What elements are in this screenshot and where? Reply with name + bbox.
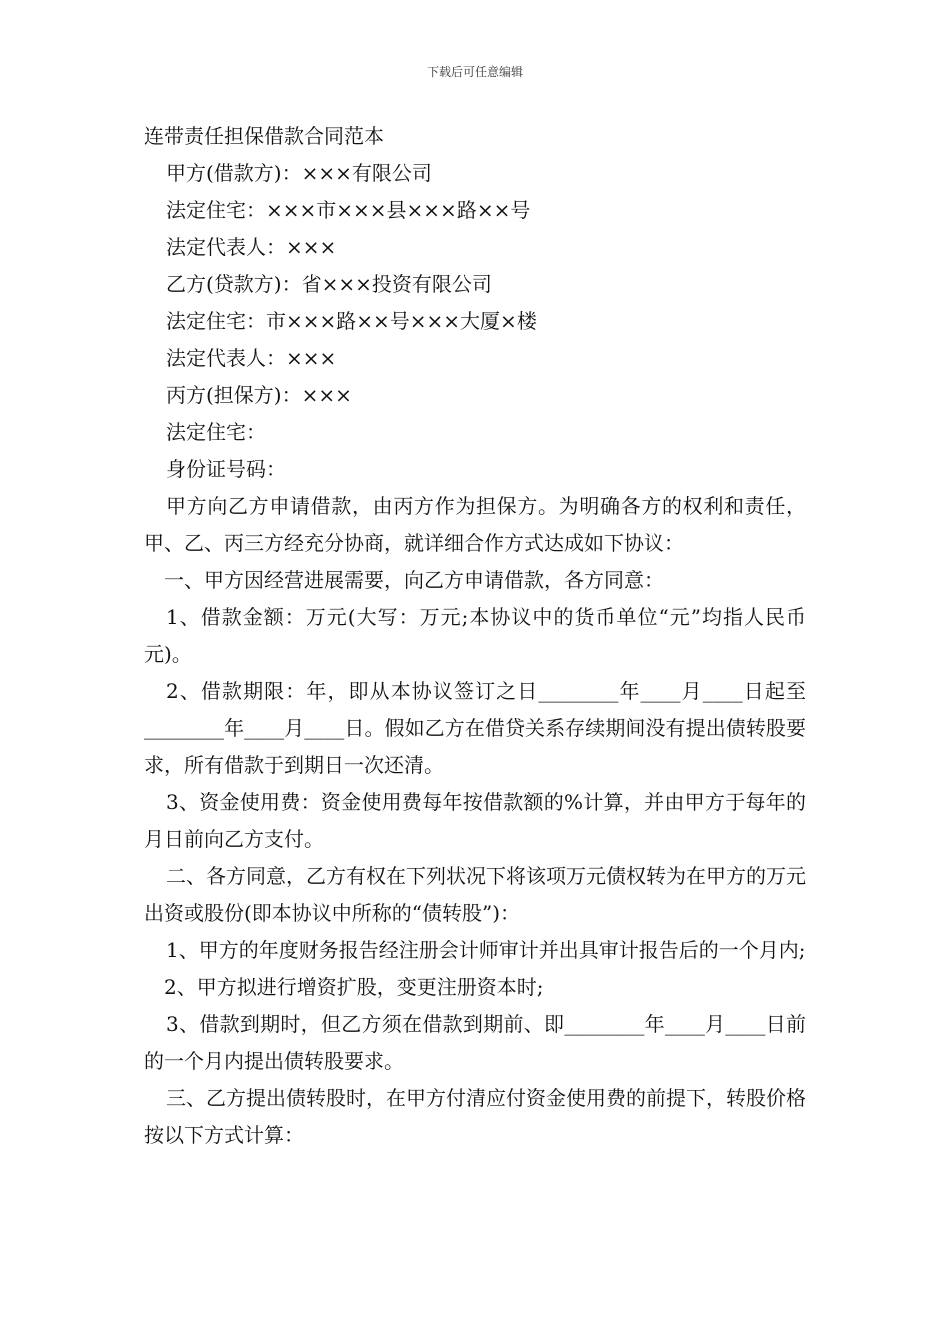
document-title: 连带责任担保借款合同范本 bbox=[144, 124, 384, 148]
party-b-address: 法定住宅：市×××路××号×××大厦×楼 bbox=[166, 309, 537, 333]
section-1-title: 一、甲方因经营进展需要，向乙方申请借款，各方同意： bbox=[164, 568, 664, 592]
section-3-title: 三、乙方提出债转股时，在甲方付清应付资金使用费的前提下，转股价格按以下方式计算： bbox=[144, 1086, 806, 1147]
section-1-item-3: 3、资金使用费：资金使用费每年按借款额的%计算，并由甲方于每年的月日前向乙方支付。 bbox=[144, 790, 806, 851]
preamble-paragraph: 甲方向乙方申请借款，由丙方作为担保方。为明确各方的权利和责任，甲、乙、丙三方经充分协商，就详细合作方式达成如下协议： bbox=[144, 494, 806, 555]
section-2-item-1: 1、甲方的年度财务报告经注册会计师审计并出具审计报告后的一个月内; bbox=[166, 938, 806, 962]
party-c-id-number: 身份证号码： bbox=[166, 457, 286, 481]
section-1-item-2: 2、借款期限：年，即从本协议签订之日________年____月____日起至________年____月____日。假如乙方在借贷关系存续期间没有提出债转股要求，所有借款于到期日一次还清。 bbox=[144, 679, 806, 777]
party-b-representative: 法定代表人：××× bbox=[166, 346, 337, 370]
section-1-item-1: 1、借款金额：万元(大写：万元;本协议中的货币单位“元”均指人民币元)。 bbox=[144, 605, 806, 666]
page-header: 下载后可任意编辑 bbox=[426, 65, 523, 79]
party-c-address: 法定住宅： bbox=[166, 420, 266, 444]
document-body bbox=[144, 118, 806, 1154]
party-b: 乙方(贷款方)：省×××投资有限公司 bbox=[166, 272, 492, 296]
section-2-item-3: 3、借款到期时，但乙方须在借款到期前、即________年____月____日前的一个月内提出债转股要求。 bbox=[144, 1012, 806, 1073]
section-2-item-2: 2、甲方拟进行增资扩股，变更注册资本时; bbox=[164, 975, 544, 999]
party-a-address: 法定住宅：×××市×××县×××路××号 bbox=[166, 198, 531, 222]
section-2-title: 二、各方同意，乙方有权在下列状况下将该项万元债权转为在甲方的万元出资或股份(即本协议中所称的“债转股”)： bbox=[144, 864, 806, 925]
party-c: 丙方(担保方)：××× bbox=[166, 383, 352, 407]
party-a-representative: 法定代表人：××× bbox=[166, 235, 337, 259]
party-a: 甲方(借款方)：×××有限公司 bbox=[166, 161, 432, 185]
